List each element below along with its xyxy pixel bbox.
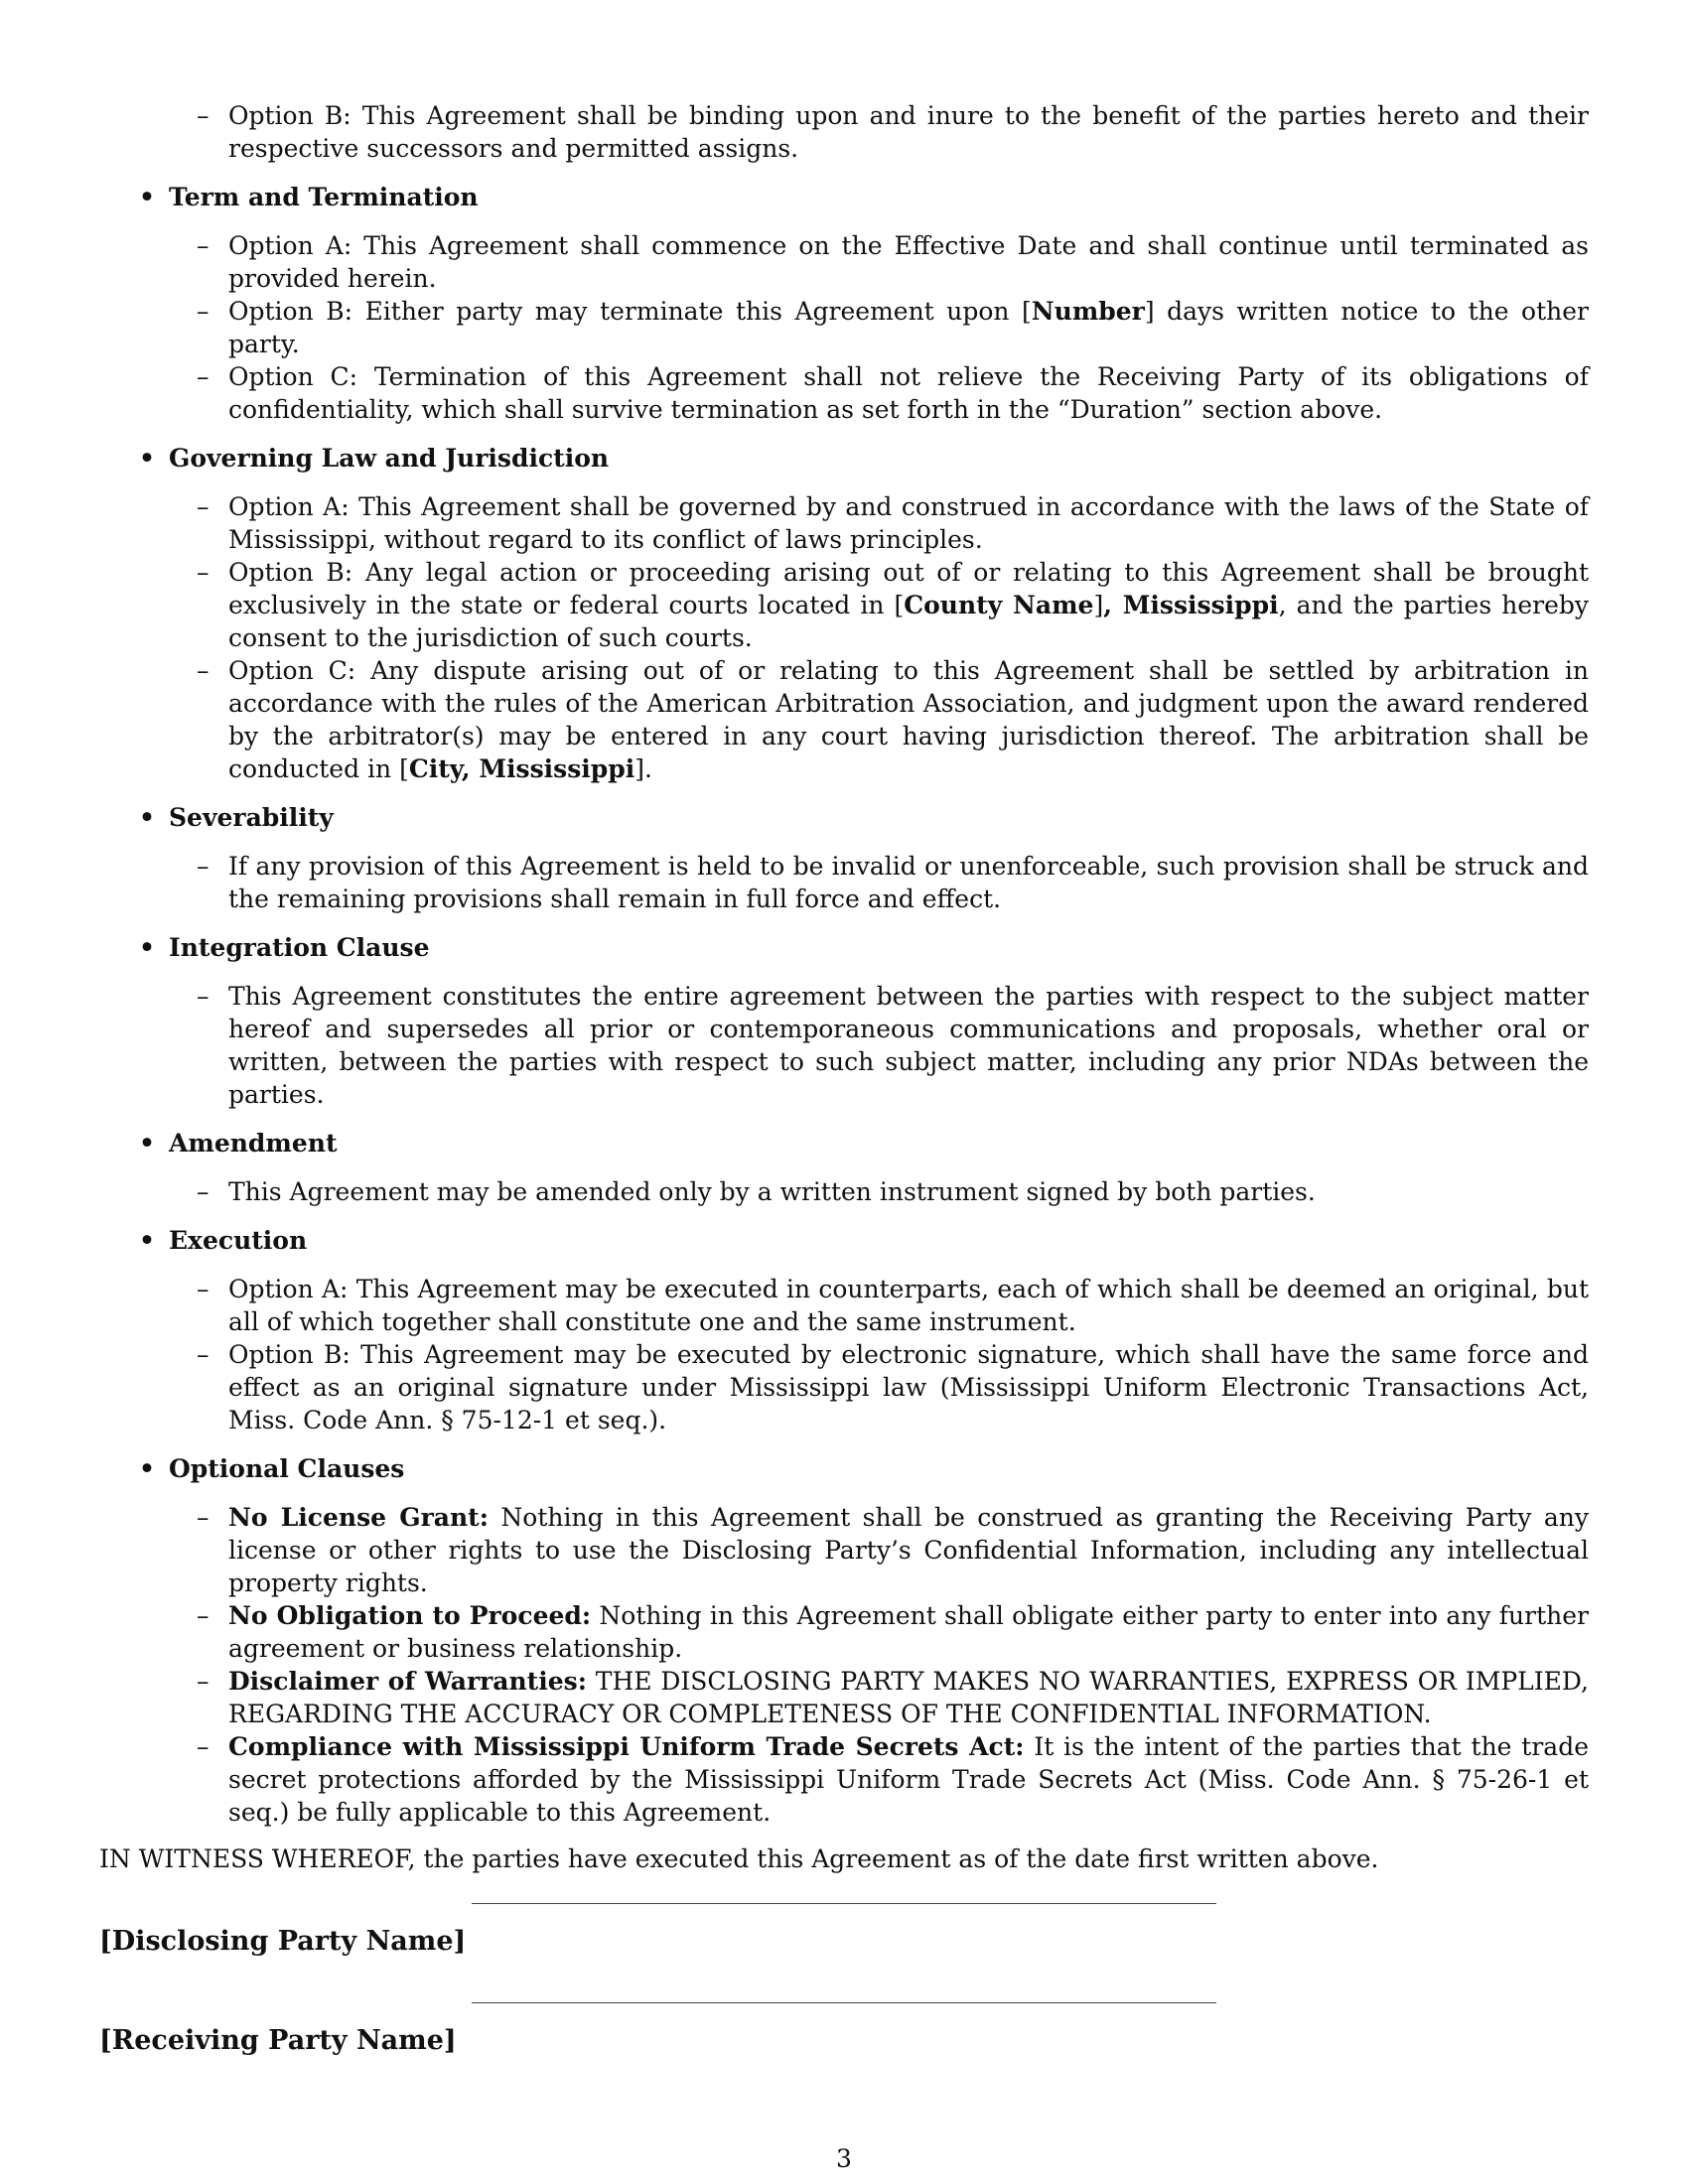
amendment-text: – This Agreement may be amended only by a written instrument signed by both parties. bbox=[197, 1177, 1316, 1206]
clause-label: No License Grant: bbox=[228, 1503, 489, 1532]
dash-marker: – bbox=[197, 362, 210, 391]
law-option-c: – Option C: Any dispute arising out of or relating to this Agreement shall be settled by arbitration in accordance with the rules of the American Arbitration Association, and judgment upon the award rendered by the arbitrator(s) may be entered in any court having jurisdiction thereof. The arbitration shall be conducted in [City, Mississippi]. bbox=[197, 656, 1589, 783]
dash-marker: – bbox=[197, 101, 210, 130]
optional-no-obligation: – No Obligation to Proceed: Nothing in this Agreement shall obligate either party to enter into any further agreement or business relationship. bbox=[197, 1601, 1590, 1663]
signature-block-receiving bbox=[99, 1975, 1589, 2074]
section-integration bbox=[99, 931, 1589, 1111]
section-optional-clauses bbox=[99, 1452, 1589, 1829]
bullet-marker: • bbox=[139, 1129, 155, 1158]
section-heading: • Optional Clauses bbox=[139, 1454, 405, 1483]
section-heading: • Severability bbox=[139, 803, 334, 832]
integration-text: – This Agreement constitutes the entire agreement between the parties with respect to the subject matter hereof and supersedes all prior or contemporaneous communications and proposals, whether oral or written, between the parties with respect to such subject matter, including any prior NDAs between the parties. bbox=[197, 982, 1589, 1109]
severability-text: – If any provision of this Agreement is held to be invalid or unenforceable, such provision shall be struck and the remaining provisions shall remain in full force and effect. bbox=[197, 852, 1589, 913]
dash-marker: – bbox=[197, 656, 210, 685]
clause-label: Disclaimer of Warranties: bbox=[228, 1667, 587, 1696]
law-option-b: – Option B: Any legal action or proceeding arising out of or relating to this Agreement shall be brought exclusively in the state or federal courts located in [County Name], Mississippi, and the parties hereby consent to the jurisdiction of such courts. bbox=[197, 558, 1589, 652]
receiving-party-name: [Receiving Party Name] bbox=[99, 2025, 457, 2056]
section-severability bbox=[99, 801, 1589, 915]
dash-marker: – bbox=[197, 982, 210, 1011]
section-governing-law bbox=[99, 442, 1589, 785]
term-option-b: – Option B: Either party may terminate this Agreement upon [Number] days written notice to the other party. bbox=[197, 297, 1589, 358]
dash-marker: – bbox=[197, 1340, 210, 1369]
bullet-marker: • bbox=[139, 933, 155, 962]
dash-marker: – bbox=[197, 297, 210, 326]
law-option-a: – Option A: This Agreement shall be governed by and construed in accordance with the laws of the State of Mississippi, without regard to its conflict of laws principles. bbox=[197, 492, 1589, 554]
bullet-marker: • bbox=[139, 1226, 155, 1255]
clause-label: No Obligation to Proceed: bbox=[228, 1601, 592, 1630]
dash-marker: – bbox=[197, 1601, 210, 1630]
dash-marker: – bbox=[197, 1732, 210, 1761]
carryover-option-b: – Option B: This Agreement shall be binding upon and inure to the benefit of the parties hereto and their respective successors and permitted assigns. bbox=[197, 101, 1589, 163]
bullet-marker: • bbox=[139, 803, 155, 832]
optional-trade-secrets: – Compliance with Mississippi Uniform Trade Secrets Act: It is the intent of the parties that the trade secret protections afforded by the Mississippi Uniform Trade Secrets Act (Miss. Code Ann. § 75-26-1 et seq.) be fully applicable to this Agreement. bbox=[197, 1732, 1589, 1827]
term-option-c: – Option C: Termination of this Agreement shall not relieve the Receiving Party of its obligations of confidentiality, which shall survive termination as set forth in the “Duration” section above. bbox=[197, 362, 1589, 424]
section-heading: • Execution bbox=[139, 1226, 308, 1255]
section-execution bbox=[99, 1224, 1589, 1436]
disclosing-party-name: [Disclosing Party Name] bbox=[99, 1926, 467, 1957]
placeholder-state: , Mississippi bbox=[1103, 591, 1279, 619]
signature-block-disclosing bbox=[99, 1875, 1589, 1975]
execution-option-b: – Option B: This Agreement may be executed by electronic signature, which shall have the same force and effect as an original signature under Mississippi law (Mississippi Uniform Electronic Transactions Act, Miss. Code Ann. § 75-12-1 et seq.). bbox=[197, 1340, 1589, 1434]
clause-label: Compliance with Mississippi Uniform Trade Secrets Act: bbox=[228, 1732, 1025, 1761]
dash-marker: – bbox=[197, 1667, 210, 1696]
dash-marker: – bbox=[197, 852, 210, 881]
section-heading: • Amendment bbox=[139, 1129, 338, 1158]
optional-disclaimer: – Disclaimer of Warranties: THE DISCLOSING PARTY MAKES NO WARRANTIES, EXPRESS OR IMPLIED, REGARDING THE ACCURACY OR COMPLETENESS OF THE CONFIDENTIAL INFORMATION. bbox=[197, 1667, 1589, 1728]
signature-line bbox=[472, 1903, 1216, 1904]
dash-marker: – bbox=[197, 1177, 210, 1206]
dash-marker: – bbox=[197, 492, 210, 521]
placeholder-county: County Name bbox=[904, 591, 1094, 619]
dash-marker: – bbox=[197, 1275, 210, 1303]
witness-statement: IN WITNESS WHEREOF, the parties have executed this Agreement as of the date first written above. bbox=[99, 1844, 1379, 1873]
section-heading: • Term and Termination bbox=[139, 183, 479, 211]
document-page bbox=[99, 99, 1589, 2074]
page-number: 3 bbox=[836, 2144, 852, 2173]
execution-option-a: – Option A: This Agreement may be executed in counterparts, each of which shall be deemed an original, but all of which together shall constitute one and the same instrument. bbox=[197, 1275, 1589, 1336]
signature-line bbox=[472, 2002, 1216, 2003]
dash-marker: – bbox=[197, 558, 210, 587]
section-heading: • Governing Law and Jurisdiction bbox=[139, 444, 610, 473]
dash-marker: – bbox=[197, 231, 210, 260]
section-heading: • Integration Clause bbox=[139, 933, 430, 962]
bullet-marker: • bbox=[139, 1454, 155, 1483]
dash-marker: – bbox=[197, 1503, 210, 1532]
term-option-a: – Option A: This Agreement shall commence on the Effective Date and shall continue until terminated as provided herein. bbox=[197, 231, 1589, 293]
section-amendment bbox=[99, 1127, 1589, 1208]
bullet-marker: • bbox=[139, 183, 155, 211]
placeholder-number: Number bbox=[1031, 297, 1145, 326]
section-term-termination bbox=[99, 181, 1589, 426]
optional-no-license: – No License Grant: Nothing in this Agreement shall be construed as granting the Receiving Party any license or other rights to use the Disclosing Party’s Confidential Information, including any intellectual property rights. bbox=[197, 1503, 1589, 1597]
placeholder-city: City, Mississippi bbox=[408, 754, 635, 783]
bullet-marker: • bbox=[139, 444, 155, 473]
